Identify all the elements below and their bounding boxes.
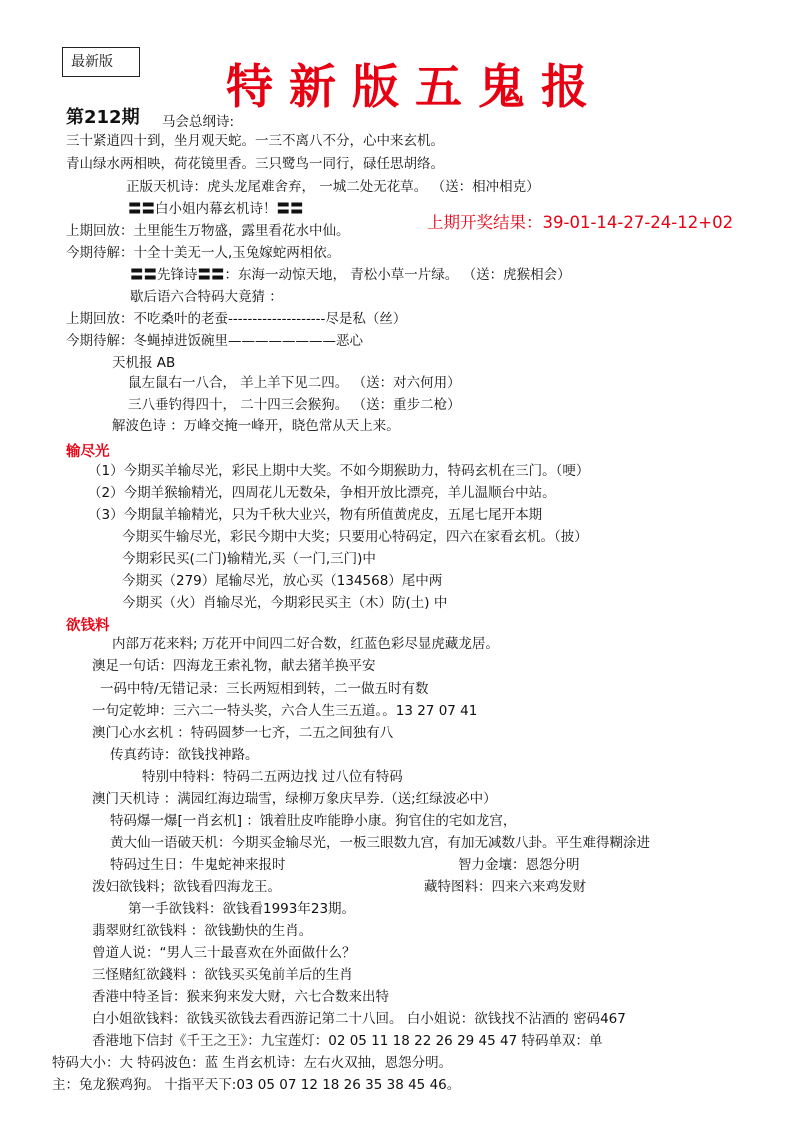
- text-line: 曾道人说：“男人三十最喜欢在外面做什么？: [92, 945, 356, 961]
- text-line: （3）今期鼠羊输精光，只为千秋大业兴，物有所值黄虎皮，五尾七尾开本期: [88, 507, 543, 523]
- text-line: 三八垂钓得四十， 二十四三会猴狗。 （送：重步二枪）: [128, 397, 461, 413]
- issue-number: 第212期: [66, 107, 140, 128]
- text-line: 泼妇欲钱料；欲钱看四海龙王。: [92, 879, 281, 895]
- text-line: 澳门天机诗 ：满园红海边瑞雪，绿柳万象庆早券.（送;红绿波必中）: [92, 791, 497, 807]
- text-line: 三十紧逍四十到，坐月观天蛇。一三不离八不分，心中来玄机。: [66, 133, 444, 149]
- text-line: 特码过生日：牛鬼蛇神来报时: [110, 857, 286, 873]
- text-line: 今期待解：冬蝇掉进饭碗里————————恶心: [66, 333, 363, 349]
- text-line: （1）今期买羊输尽光，彩民上期中大奖。不如今期猴助力，特码玄机在三门。（哽）: [88, 463, 590, 479]
- last-draw-result: 上期开奖结果：39-01-14-27-24-12+02: [427, 213, 734, 232]
- text-line: 今期买牛输尽光，彩民今期中大奖；只要用心特码定，四六在家看玄机。（披）: [122, 529, 588, 545]
- text-line: 一码中特/无错记录：三长两短相到转，二一做五时有数: [100, 681, 429, 697]
- text-line: 藏特图料：四来六来鸡发财: [424, 879, 586, 895]
- page-title: 特新版五鬼报: [226, 60, 604, 115]
- text-line: 〓〓白小姐内幕玄机诗！〓〓: [128, 201, 304, 217]
- text-line: 今期待解：十全十美无一人,玉兔嫁蛇两相依。: [66, 245, 341, 261]
- text-line: 正版天机诗：虎头龙尾难舍弃， 一城二处无花草。 （送：相冲相克）: [126, 179, 540, 195]
- text-line: 智力金壤：恩怨分明: [458, 857, 580, 873]
- section-heading-money: 欲钱料: [66, 618, 110, 634]
- text-line: 天机报 AB: [112, 355, 176, 371]
- text-line: 今期买（火）肖输尽光，今期彩民买主（木）防(土) 中: [122, 595, 448, 611]
- text-line: 一句定乾坤：三六二一特头奖，六合人生三五道。。13 27 07 41: [92, 703, 478, 719]
- text-line: 特别中特料：特码二五两边找 过八位有特码: [142, 769, 403, 785]
- text-line: 澳足一句话：四海龙王索礼物，献去猪羊换平安: [92, 658, 376, 674]
- text-line: 上期回放：土里能生万物盛，露里看花水中仙。: [66, 223, 350, 239]
- text-line: 主：兔龙猴鸡狗。 十指平天下:03 05 07 12 18 26 35 38 45 46。: [52, 1077, 461, 1093]
- issue-subtitle: 马会总纲诗:: [162, 114, 235, 130]
- text-line: 香港中特圣旨：猴来狗来发大财，六七合数来出特: [92, 989, 389, 1005]
- text-line: 歇后语六合特码大竟猜 ：: [130, 289, 283, 305]
- text-line: 解波色诗 ：万峰交掩一峰开，晓色常从天上来。: [112, 418, 400, 434]
- section-heading-lose: 输尽光: [66, 444, 110, 460]
- text-line: 澳门心水玄机 ：特码圆梦一七齐，二五之间独有八: [92, 725, 394, 741]
- text-line: 黄大仙一语破天机：今期买金输尽光，一板三眼数九宫，有加无减数八卦。平生难得糊涂进: [110, 835, 650, 851]
- text-line: 青山绿水两相映，荷花镜里香。三只鹭鸟一同行，碌任思胡络。: [66, 156, 444, 172]
- text-line: 内部万花来料; 万花开中间四二好合数，红蓝色彩尽显虎藏龙居。: [112, 636, 499, 652]
- text-line: 鼠左鼠右一八合， 羊上羊下见二四。 （送：对六何用）: [128, 375, 461, 391]
- text-line: 〓〓先锋诗〓〓：东海一动惊天地， 青松小草一片绿。 （送：虎猴相会）: [130, 267, 571, 283]
- latest-version-badge: 最新版: [62, 47, 140, 77]
- text-line: 翡翠财红欲钱料 ：欲钱勤快的生肖。: [92, 923, 313, 939]
- text-line: 特码大小：大 特码波色：蓝 生肖玄机诗：左右火双抽，恩怨分明。: [52, 1055, 453, 1071]
- text-line: 三怪赌紅欲錢料 ：欲钱买买兔前羊后的生肖: [92, 967, 353, 983]
- text-line: 特码爆一爆[一肖玄机] ：饿着肚皮咋能睁小康。狗官住的宅如龙宫，: [110, 813, 517, 829]
- text-line: 今期彩民买(二门)输精光,买（一门,三门)中: [122, 551, 376, 567]
- text-line: 传真药诗：欲钱找神路。: [110, 747, 259, 763]
- text-line: 今期买（279）尾输尽光，放心买（134568）尾中两: [122, 573, 443, 589]
- text-line: 白小姐欲钱料：欲钱买欲钱去看西游记第二十八回。 白小姐说：欲钱找不沾酒的 密码467: [92, 1011, 626, 1027]
- text-line: 第一手欲钱料：欲钱看1993年23期。: [128, 901, 356, 917]
- text-line: 上期回放：不吃桑叶的老蚕--------------------尽是私（丝）: [66, 311, 407, 327]
- text-line: 香港地下信封《千王之王》：九宝莲灯：02 05 11 18 22 26 29 45 47 特码单双：单: [92, 1033, 603, 1049]
- text-line: （2）今期羊猴输精光，四周花儿无数朵，争相开放比漂亮，羊儿温顺台中站。: [88, 485, 556, 501]
